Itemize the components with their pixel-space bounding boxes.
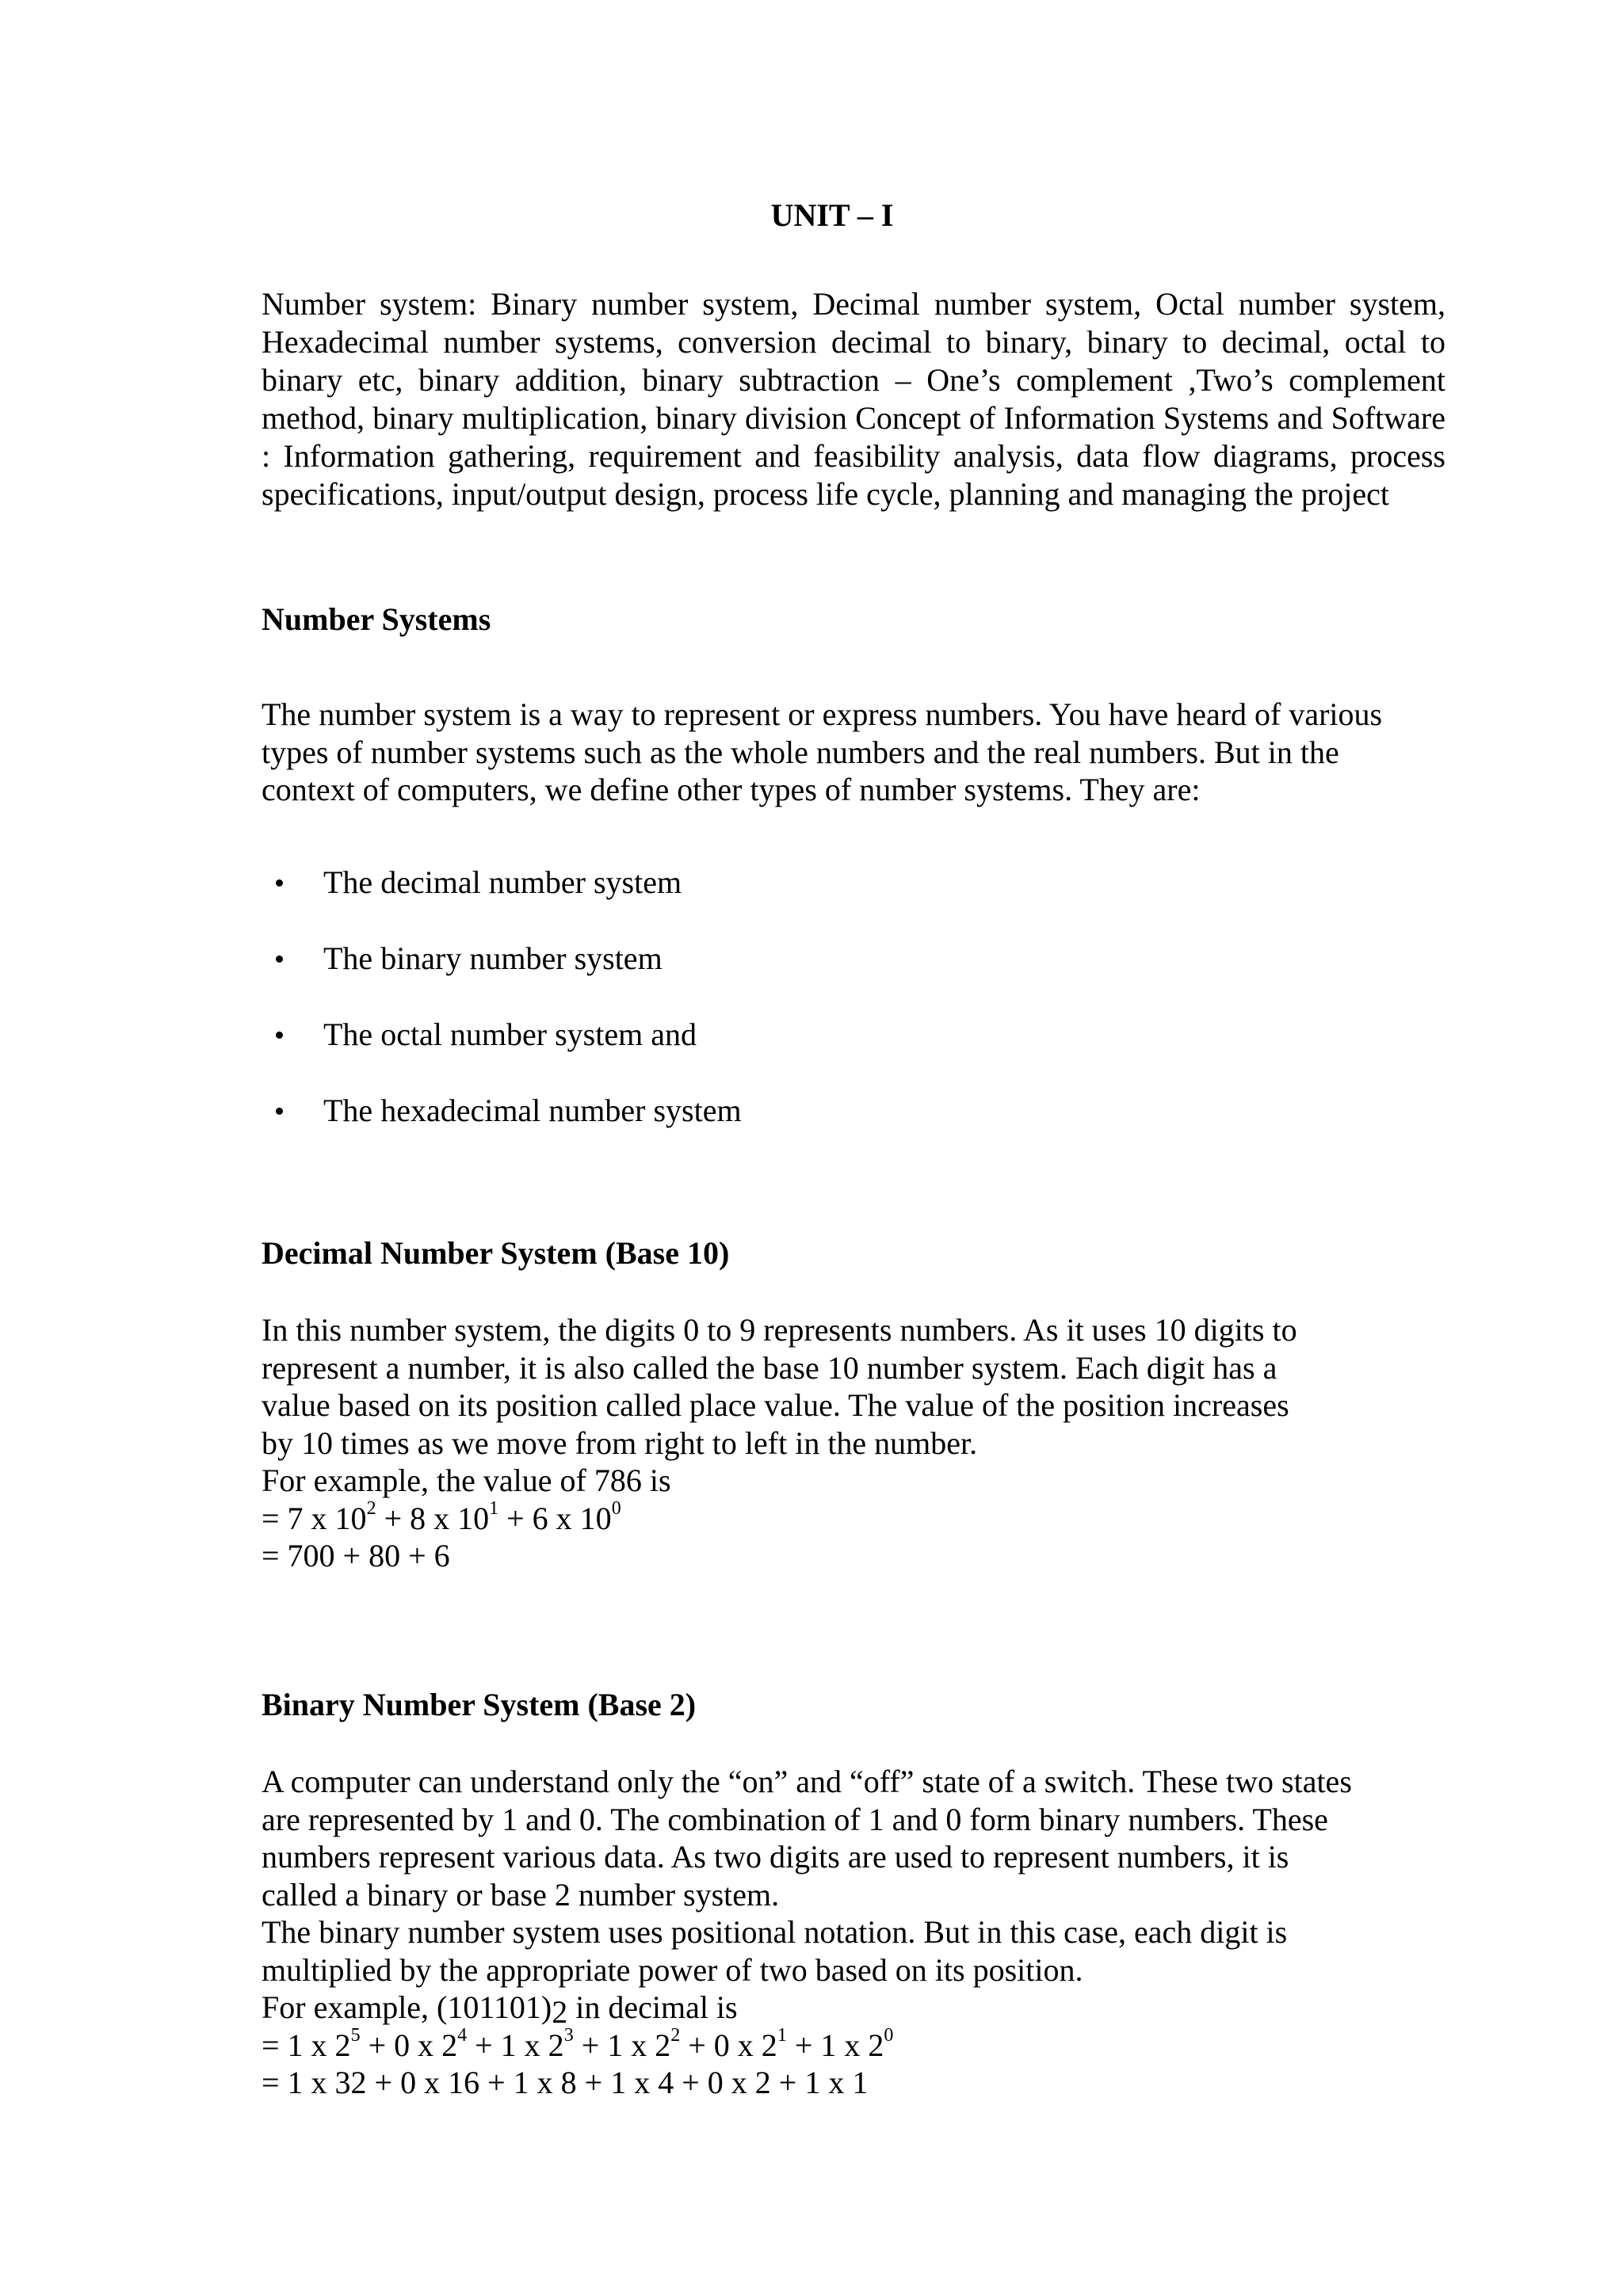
binary-formula-sum: = 1 x 32 + 0 x 16 + 1 x 8 + 1 x 4 + 0 x 2 + 1 x 1 <box>262 2065 869 2100</box>
paragraph-line: are represented by 1 and 0. The combination of 1 and 0 form binary numbers. These <box>262 1801 1328 1837</box>
decimal-heading: Decimal Number System (Base 10) <box>262 1235 730 1271</box>
paragraph-line: called a binary or base 2 number system. <box>262 1876 780 1913</box>
list-item: The decimal number system <box>262 864 742 940</box>
paragraph-line: represent a number, it is also called the base 10 number system. Each digit has a <box>262 1349 1277 1386</box>
list-item: The hexadecimal number system <box>262 1092 742 1168</box>
number-systems-paragraph <box>262 696 1450 809</box>
paragraph-line: In this number system, the digits 0 to 9 represents numbers. As it uses 10 digits to <box>262 1312 1297 1348</box>
binary-heading: Binary Number System (Base 2) <box>262 1687 697 1722</box>
number-systems-heading: Number Systems <box>262 601 491 637</box>
list-item: The octal number system and <box>262 1016 742 1092</box>
paragraph-line: by 10 times as we move from right to left in the number. <box>262 1425 978 1461</box>
binary-formula-powers: = 1 x $2^5 + 0$ x $2^4 + 1$ x $2^3 + 1$ x $2^2 + 0$ x $2^1 + 1$ x $2^0$ <box>262 2025 894 2063</box>
binary-paragraph <box>262 1763 1450 2102</box>
paragraph-line: types of number systems such as the whole numbers and the real numbers. But in the <box>262 734 1339 770</box>
bullet-icon <box>276 1108 283 1115</box>
bullet-icon <box>276 879 283 887</box>
number-systems-list <box>262 864 742 1168</box>
bullet-icon <box>276 955 283 963</box>
syllabus-paragraph: Number system: Binary number system, Decimal number system, Octal number system, Hexadecimal number systems, conversion decimal to binary, binary to decimal, octal to binary etc, binary addition, binary subtraction – One’s complement ,Two’s complement method, binary multiplication, binary division Concept of Information Systems and Software : Information gathering, requirement and feasibility analysis, data flow diagrams, process specifications, input/output design, process life cycle, planning and managing the project <box>262 286 1445 512</box>
paragraph-line: The number system is a way to represent or express numbers. You have heard of various <box>262 696 1383 732</box>
paragraph-line: The binary number system uses positional notation. But in this case, each digit is <box>262 1914 1288 1950</box>
paragraph-line: value based on its position called place value. The value of the position increases <box>262 1387 1289 1423</box>
decimal-formula-sum: = 700 + 80 + 6 <box>262 1538 450 1573</box>
paragraph-line: multiplied by the appropriate power of two based on its position. <box>262 1951 1083 1988</box>
unit-title: UNIT – I <box>770 197 894 233</box>
decimal-paragraph <box>262 1311 1450 1575</box>
list-item: The binary number system <box>262 940 742 1016</box>
paragraph-line: For example, the value of 786 is <box>262 1463 671 1498</box>
bullet-icon <box>276 1032 283 1039</box>
paragraph-line: context of computers, we define other types of number systems. They are: <box>262 772 1201 807</box>
paragraph-line: numbers represent various data. As two digits are used to represent numbers, it is <box>262 1839 1289 1875</box>
paragraph-line: A computer can understand only the “on” and “off” state of a switch. These two states <box>262 1764 1352 1799</box>
decimal-formula-powers: = 7 x $10^2 + 8$ x $10^1 + 6$ x $10^0$ <box>262 1498 621 1536</box>
binary-example-line: For example, (101101)2 in decimal is <box>262 1989 738 2030</box>
